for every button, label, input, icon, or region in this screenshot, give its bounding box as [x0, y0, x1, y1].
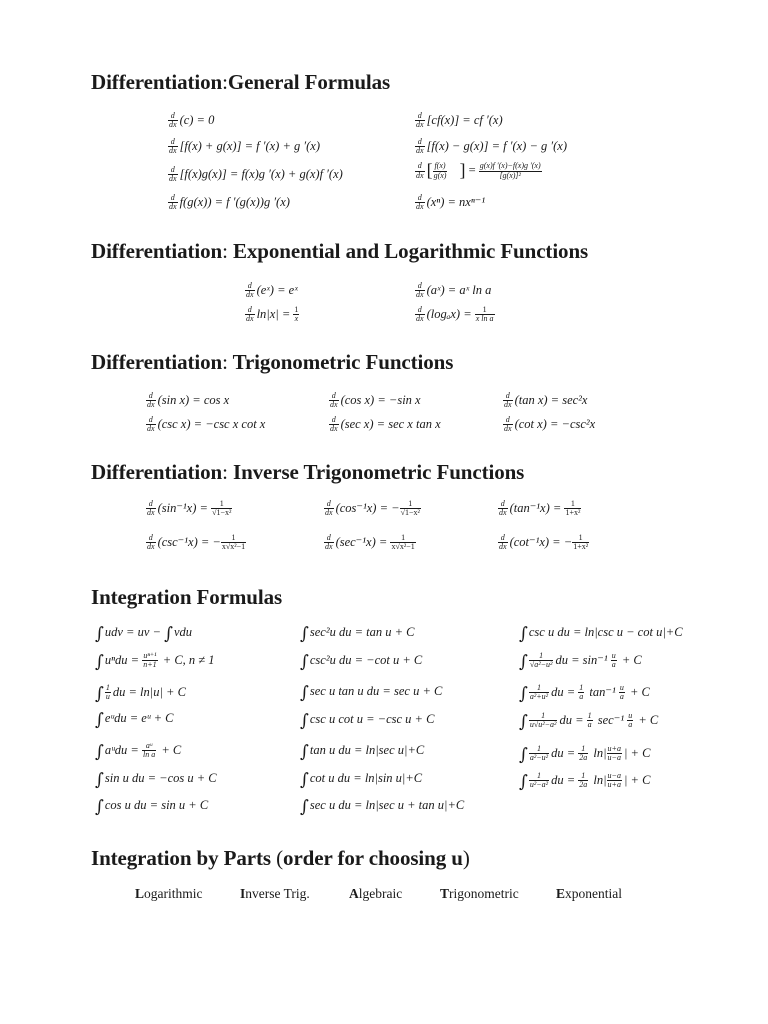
title-colon: : — [222, 350, 228, 374]
formula-d-cot: $\frac{d}{dx}$ (cot x) = −csc²x — [504, 415, 596, 434]
liate-algebraic: Algebraic — [349, 886, 403, 901]
formula-d-arcsec: $\frac{d}{dx}$ (sec⁻¹x) = $\frac{1}{\text{x√x²−1}}$ — [325, 533, 415, 552]
title-paren-close: ) — [462, 846, 470, 870]
formula-quotient: $\frac{d}{dx}$ [ $\frac{f(x)}{g(x)}$ ] = $\frac{g(x)f '(x)-f(x)g '(x)}{\text{[g(x)]²}}$ — [416, 160, 541, 180]
integral-exp-e: ∫eᵘdu = eᵘ + C — [95, 710, 174, 730]
formula-ln: $\frac{d}{dx}$ ln|x| = $\frac{1}{x}$ — [246, 305, 299, 324]
integral-power: ∫uⁿdu = $\frac{\text{uⁿ⁺¹}}{n+1}$ + C, n ≠ 1 — [95, 651, 215, 672]
formula-difference: $\frac{d}{dx}$ [f(x) − g(x)] = f ′(x) − g ′(x) — [416, 137, 568, 156]
title-colon: : — [222, 70, 228, 94]
formula-d-arccot: $\frac{d}{dx}$ (cot⁻¹x) = − $\frac{1}{\text{1+x²}}$ — [499, 533, 589, 552]
formula-power-rule: $\frac{d}{dx}$ (xⁿ) = nxⁿ⁻¹ — [416, 193, 486, 212]
integral-exp-a: ∫aᵘdu = $\frac{\text{aᵘ}}{\text{ln a}}$ + C — [95, 741, 182, 762]
integral-tan: ∫tan u du = ln|sec u|+C — [300, 742, 425, 762]
formula-d-sin: $\frac{d}{dx}$ (sin x) = cos x — [147, 391, 230, 410]
integral-partial-fractions-2: ∫ $\frac{1}{\text{u²−a²}}$ du = $\frac{1}{2a}$ ln| $\frac{u-a}{u+a}$ | + C — [519, 771, 651, 792]
liate-logarithmic: Logarithmic — [135, 886, 203, 901]
title-pre: Differentiation — [91, 350, 223, 374]
section-title-diff-general — [91, 70, 390, 95]
title-post: Exponential and Logarithmic Functions — [227, 239, 589, 263]
section-title-diff-exp — [91, 239, 588, 264]
liate-trigonometric: Trigonometric — [440, 886, 519, 901]
section-title-integration-by-parts — [91, 846, 470, 871]
formula-d-cos: $\frac{d}{dx}$ (cos x) = −sin x — [330, 391, 421, 410]
formula-d-sec: $\frac{d}{dx}$ (sec x) = sec x tan x — [330, 415, 441, 434]
formula-sum: $\frac{d}{dx}$ [f(x) + g(x)] = f ′(x) + g ′(x) — [169, 137, 321, 156]
integral-sec-squared: ∫sec²u du = tan u + C — [300, 624, 415, 644]
title-colon: : — [222, 460, 228, 484]
integral-csc-cot: ∫csc u cot u = −csc u + C — [300, 711, 435, 731]
liate-exponential: Exponential — [556, 886, 623, 901]
section-title-diff-inverse-trig — [91, 460, 524, 485]
integral-sec: ∫sec u du = ln|sec u + tan u|+C — [300, 797, 465, 817]
formula-d-tan: $\frac{d}{dx}$ (tan x) = sec²x — [504, 391, 588, 410]
integral-partial-fractions-1: ∫ $\frac{1}{\text{a²−u²}}$ du = $\frac{1}{2a}$ ln| $\frac{u+a}{u-a}$ | + C — [519, 744, 651, 765]
formula-chain-rule: $\frac{d}{dx}$ f(g(x)) = f ′(g(x))g ′(x) — [169, 193, 290, 212]
formula-product: $\frac{d}{dx}$ [f(x)g(x)] = f(x)g ′(x) + g(x)f ′(x) — [169, 165, 343, 184]
integral-arcsin: ∫ $\frac{1}{\text{√a²−u²}}$ du = sin⁻¹ $\frac{u}{a}$ + C — [519, 651, 642, 672]
title-pre: Differentiation — [91, 460, 223, 484]
integral-reciprocal: ∫ $\frac{1}{u}$ du = ln|u| + C — [95, 683, 186, 704]
title-pre: Differentiation — [91, 239, 223, 263]
title-mid: order for choosing u — [283, 846, 463, 870]
formula-const: $\frac{d}{dx}$ (c) = 0 — [169, 111, 215, 130]
integral-csc: ∫csc u du = ln|csc u − cot u|+C — [519, 624, 683, 644]
formula-d-arcsin: $\frac{d}{dx}$ (sin⁻¹x) = $\frac{1}{\text{√1−x²}}$ — [147, 499, 232, 518]
formula-log-a: $\frac{d}{dx}$ (logₐx) = $\frac{1}{\text{x ln a}}$ — [416, 305, 494, 324]
title-pre: Differentiation — [91, 70, 223, 94]
formula-const-multiple: $\frac{d}{dx}$ [cf(x)] = cf ′(x) — [416, 111, 503, 130]
integral-sin: ∫sin u du = −cos u + C — [95, 770, 217, 790]
integral-by-parts: ∫udv = uv − ∫vdu — [95, 624, 192, 644]
formula-d-arccsc: $\frac{d}{dx}$ (csc⁻¹x) = − $\frac{1}{\text{x√x²−1}}$ — [147, 533, 246, 552]
title-colon: : — [222, 239, 228, 263]
formula-d-csc: $\frac{d}{dx}$ (csc x) = −csc x cot x — [147, 415, 266, 434]
section-title-integration — [91, 585, 282, 610]
integral-arcsec: ∫ $\frac{1}{\text{u√u²−a²}}$ du = $\frac{1}{a}$ sec⁻¹ $\frac{u}{a}$ + C — [519, 711, 659, 732]
integral-sec-tan: ∫sec u tan u du = sec u + C — [300, 683, 443, 703]
integral-cos: ∫cos u du = sin u + C — [95, 797, 209, 817]
integral-csc-squared: ∫csc²u du = −cot u + C — [300, 652, 423, 672]
title-pre: Integration by Parts — [91, 846, 277, 870]
formula-d-arctan: $\frac{d}{dx}$ (tan⁻¹x) = $\frac{1}{\text{1+x²}}$ — [499, 499, 581, 518]
formula-exp-e: $\frac{d}{dx}$ (eˣ) = eˣ — [246, 281, 298, 300]
title-post: Inverse Trigonometric Functions — [227, 460, 525, 484]
liate-inverse-trig: Inverse Trig. — [240, 886, 310, 901]
integral-arctan: ∫ $\frac{1}{\text{a²+u²}}$ du = $\frac{1}{a}$ tan⁻¹ $\frac{u}{a}$ + C — [519, 683, 650, 704]
formula-exp-a: $\frac{d}{dx}$ (aˣ) = aˣ ln a — [416, 281, 492, 300]
title-post: Trigonometric Functions — [227, 350, 454, 374]
section-title-diff-trig — [91, 350, 453, 375]
title-paren-open: ( — [276, 846, 284, 870]
integral-cot: ∫cot u du = ln|sin u|+C — [300, 770, 423, 790]
formula-d-arccos: $\frac{d}{dx}$ (cos⁻¹x) = − $\frac{1}{\text{√1−x²}}$ — [325, 499, 420, 518]
title-post: General Formulas — [227, 70, 391, 94]
title-text: Integration Formulas — [91, 585, 283, 609]
